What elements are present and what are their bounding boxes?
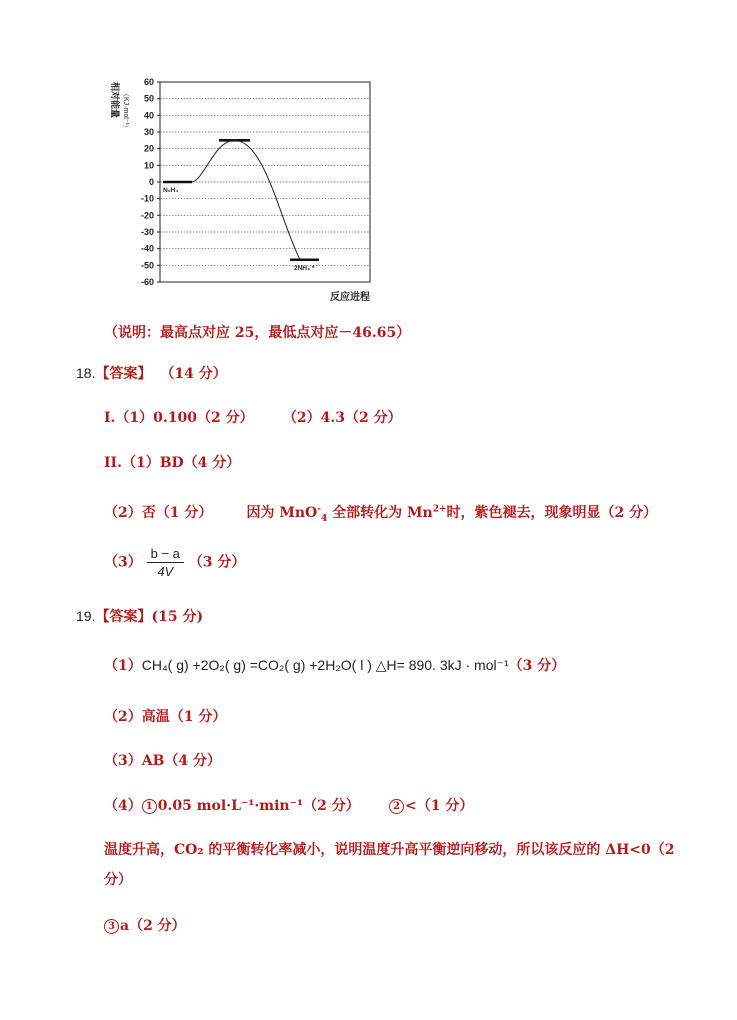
circled-number-2: 2	[389, 799, 404, 814]
q19-answer-tag: 【答案】	[95, 609, 152, 625]
y-tick-label: -20	[140, 210, 154, 221]
y-tick-label: 0	[148, 177, 154, 187]
energy-levels	[163, 140, 319, 271]
q19-part4-rate: 0.05 mol·L⁻¹·min⁻¹（2 分）	[157, 798, 360, 814]
q19-part4-comparison: <（1 分）	[405, 798, 474, 814]
q18-part3-b: 因为 MnO-$_4$ 全部转化为 $Mn^{2+}$时，紫色褪去，现象明显（2 分）	[246, 504, 658, 524]
q18-part3	[104, 502, 657, 524]
y-tick-label: -60	[140, 277, 154, 287]
y-axis-label: 相对能量	[110, 82, 120, 119]
q19-part1-score: （3 分）	[508, 658, 566, 674]
x-axis-label: 反应进程	[330, 292, 370, 303]
q18-header	[76, 363, 227, 383]
circled-number-1: 1	[142, 799, 157, 814]
q19-part1-label: （1）	[104, 658, 142, 674]
energy-curve	[192, 140, 300, 259]
q18-part4-label: （3）	[104, 554, 142, 571]
q19-explanation: 温度升高，CO₂ 的平衡转化率减小，说明温度升高平衡逆向移动，所以该反应的 ΔH<0（2	[104, 842, 675, 858]
q19-part2: （2）高温（1 分）	[104, 709, 227, 725]
q18-part1-a: I.（1）0.100（2 分）	[104, 410, 254, 426]
y-tick-label: 40	[143, 110, 154, 121]
y-tick-label: 60	[143, 77, 154, 87]
q18-part4-score: （3 分）	[188, 554, 246, 571]
chart-note: （说明：最高点对应 25，最低点对应－46.65）	[104, 325, 411, 341]
y-tick-label: 30	[143, 127, 154, 137]
y-axis-unit: （KJ·mol⁻¹）	[122, 90, 129, 132]
fraction	[147, 546, 184, 579]
y-tick-label: -40	[140, 243, 154, 254]
q18-number: 18.	[76, 365, 96, 381]
q18-score: （14 分）	[160, 366, 227, 382]
energy-diagram	[100, 72, 390, 312]
q18-part3-a: （2）否（1 分）	[104, 505, 213, 521]
y-tick-label: 10	[143, 160, 154, 171]
q19-part4	[104, 795, 473, 815]
circled-number-3: 3	[104, 919, 119, 934]
q19-part4-label: （4）	[104, 798, 142, 814]
q19-explanation-end: 分）	[104, 872, 132, 888]
q19-score: (15 分)	[151, 609, 204, 625]
energy-level-label: N₂H₄	[163, 187, 179, 194]
q19-header	[76, 606, 203, 626]
q19-number: 19.	[76, 608, 96, 624]
q18-part2: II.（1）BD（4 分）	[104, 455, 241, 471]
q19-part5	[104, 915, 186, 935]
q19-part3: （3）AB（4 分）	[104, 753, 222, 769]
q19-part5-answer: a（2 分）	[120, 918, 186, 934]
y-tick-label: 20	[143, 143, 154, 154]
q18-part4	[104, 546, 245, 579]
fraction-denominator: 4V	[157, 564, 174, 579]
y-tick-label: -10	[140, 193, 154, 204]
y-tick-label: -50	[140, 260, 154, 271]
thermochemical-equation: CH₄( g) +2O₂( g) =CO₂( g) +2H₂O( l ) △H= 890. 3kJ · mol⁻¹	[141, 657, 509, 673]
fraction-numerator: b − a	[147, 546, 184, 563]
q18-part1	[104, 407, 402, 427]
q18-answer-tag: 【答案】	[95, 366, 152, 382]
y-tick-label: 50	[143, 93, 154, 104]
energy-level-label: 2NH₃ *	[294, 264, 315, 272]
y-tick-label: -30	[140, 227, 154, 237]
q19-part1	[104, 655, 565, 675]
y-axis-ticks	[141, 77, 160, 287]
q18-part1-b: （2）4.3（2 分）	[282, 410, 402, 426]
